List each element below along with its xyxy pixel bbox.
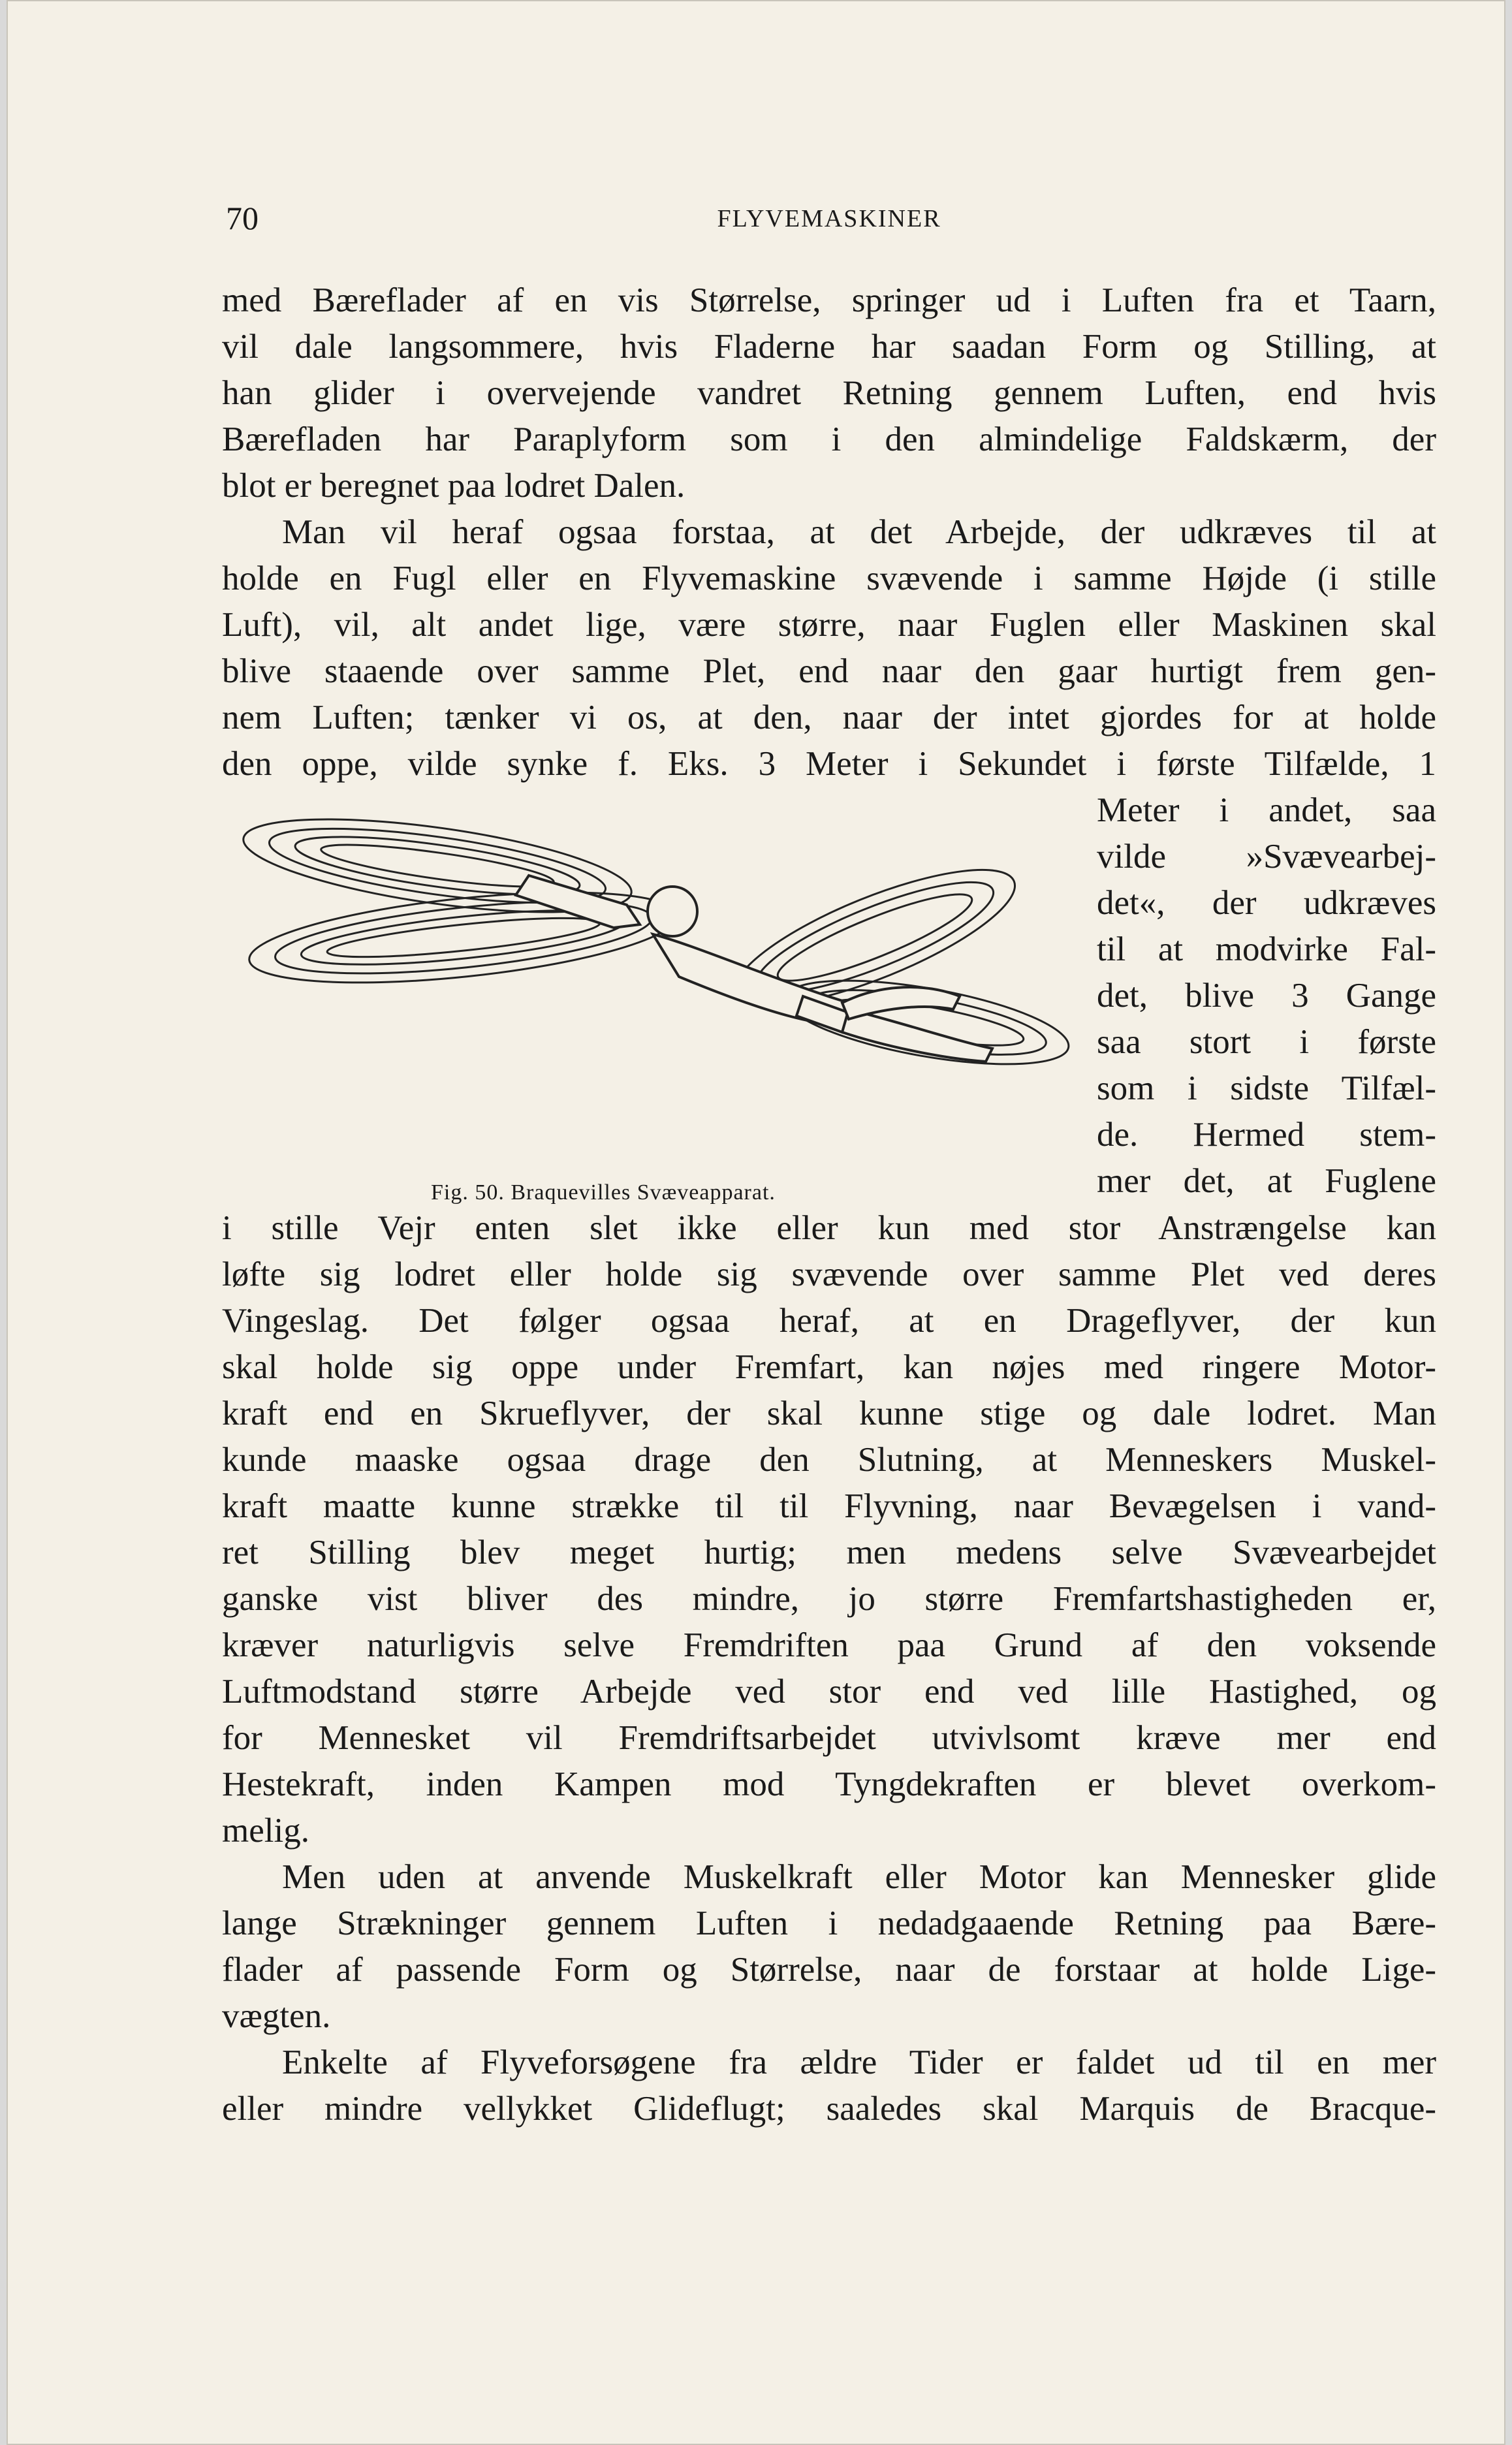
text-line: det«, der udkræves bbox=[1097, 884, 1436, 922]
text-line: blive staaende over samme Plet, end naar den gaar hurtigt frem gen- bbox=[222, 652, 1436, 690]
text-line: det, blive 3 Gange bbox=[1097, 977, 1436, 1015]
aviator-figure bbox=[516, 875, 992, 1062]
text-line: flader af passende Form og Størrelse, naar de forstaar at holde Lige- bbox=[222, 1951, 1436, 1989]
figure-block bbox=[222, 787, 1436, 1205]
text-line: Vingeslag. Det følger ogsaa heraf, at en Drageflyver, der kun bbox=[222, 1302, 1436, 1340]
text-line: med Bæreflader af en vis Størrelse, springer ud i Luften fra et Taarn, bbox=[222, 281, 1436, 319]
text-line: Man vil heraf ogsaa forstaa, at det Arbejde, der udkræves til at bbox=[282, 513, 1436, 551]
text-line: lange Strækninger gennem Luften i nedadgaaende Retning paa Bære- bbox=[222, 1904, 1436, 1942]
text-line: som i sidste Tilfæl- bbox=[1097, 1069, 1436, 1107]
text-line: ret Stilling blev meget hurtig; men medens selve Svævearbejdet bbox=[222, 1534, 1436, 1571]
text-line: Luftmodstand større Arbejde ved stor end ved lille Hastighed, og bbox=[222, 1673, 1436, 1711]
paragraph-2 bbox=[222, 509, 1436, 787]
text-line: for Mennesket vil Fremdriftsarbejdet utvivlsomt kræve mer end bbox=[222, 1719, 1436, 1757]
text-line: holde en Fugl eller en Flyvemaskine svævende i samme Højde (i stille bbox=[222, 560, 1436, 597]
text-line: kræver naturligvis selve Fremdriften paa Grund af den voksende bbox=[222, 1626, 1436, 1664]
text-line: løfte sig lodret eller holde sig svævende over samme Plet ved deres bbox=[222, 1255, 1436, 1293]
text-line: ganske vist bliver des mindre, jo større Fremfartshastigheden er, bbox=[222, 1580, 1436, 1618]
text-line: i stille Vejr enten slet ikke eller kun med stor Anstrængelse kan bbox=[222, 1209, 1436, 1247]
text-line: han glider i overvejende vandret Retning gennem Luften, end hvis bbox=[222, 374, 1436, 412]
text-line: den oppe, vilde synke f. Eks. 3 Meter i Sekundet i første Tilfælde, 1 bbox=[222, 745, 1436, 783]
figure-50 bbox=[222, 787, 1084, 1205]
text-line: til at modvirke Fal- bbox=[1097, 930, 1436, 968]
page-header bbox=[222, 199, 1436, 245]
figure-caption: Fig. 50. Braquevilles Svæveapparat. bbox=[431, 1180, 776, 1205]
text-line: Men uden at anvende Muskelkraft eller Motor kan Mennesker glide bbox=[282, 1858, 1436, 1896]
text-line: vil dale langsommere, hvis Fladerne har saadan Form og Stilling, at bbox=[222, 328, 1436, 366]
paragraph-3 bbox=[222, 1854, 1436, 2040]
page-number: 70 bbox=[226, 200, 259, 236]
wing-lower-left bbox=[245, 876, 682, 999]
body-text bbox=[222, 277, 1436, 2132]
paragraph-4 bbox=[222, 2040, 1436, 2132]
text-line: vægten. bbox=[222, 1997, 331, 2035]
glider-illustration bbox=[222, 787, 1084, 1153]
text-line: skal holde sig oppe under Fremfart, kan nøjes med ringere Motor- bbox=[222, 1348, 1436, 1386]
book-page bbox=[7, 0, 1505, 2445]
text-line: blot er beregnet paa lodret Dalen. bbox=[222, 467, 685, 505]
paragraph-1 bbox=[222, 277, 1436, 509]
text-line: mer det, at Fuglene bbox=[1097, 1162, 1436, 1200]
text-line: vilde »Svævearbej- bbox=[1097, 838, 1436, 875]
text-line: Luft), vil, alt andet lige, være større, naar Fuglen eller Maskinen skal bbox=[222, 606, 1436, 644]
text-line: kunde maaske ogsaa drage den Slutning, at Menneskers Muskel- bbox=[222, 1441, 1436, 1479]
text-line: Hestekraft, inden Kampen mod Tyngdekraften er blevet overkom- bbox=[222, 1765, 1436, 1803]
text-line: de. Hermed stem- bbox=[1097, 1116, 1436, 1154]
text-line: melig. bbox=[222, 1812, 309, 1850]
text-line: saa stort i første bbox=[1097, 1023, 1436, 1061]
text-line: Meter i andet, saa bbox=[1097, 791, 1436, 829]
running-title: FLYVEMASKINER bbox=[717, 205, 941, 232]
text-line: eller mindre vellykket Glideflugt; saaledes skal Marquis de Bracque- bbox=[222, 2090, 1436, 2128]
paragraph-2-continued bbox=[222, 1205, 1436, 1854]
text-line: kraft end en Skrueflyver, der skal kunne stige og dale lodret. Man bbox=[222, 1395, 1436, 1432]
text-line: Bærefladen har Paraplyform som i den almindelige Faldskærm, der bbox=[222, 420, 1436, 458]
text-line: Enkelte af Flyveforsøgene fra ældre Tider er faldet ud til en mer bbox=[282, 2043, 1436, 2081]
text-line: nem Luften; tænker vi os, at den, naar der intet gjordes for at holde bbox=[222, 699, 1436, 736]
text-line: kraft maatte kunne strække til til Flyvning, naar Bevægelsen i vand- bbox=[222, 1487, 1436, 1525]
